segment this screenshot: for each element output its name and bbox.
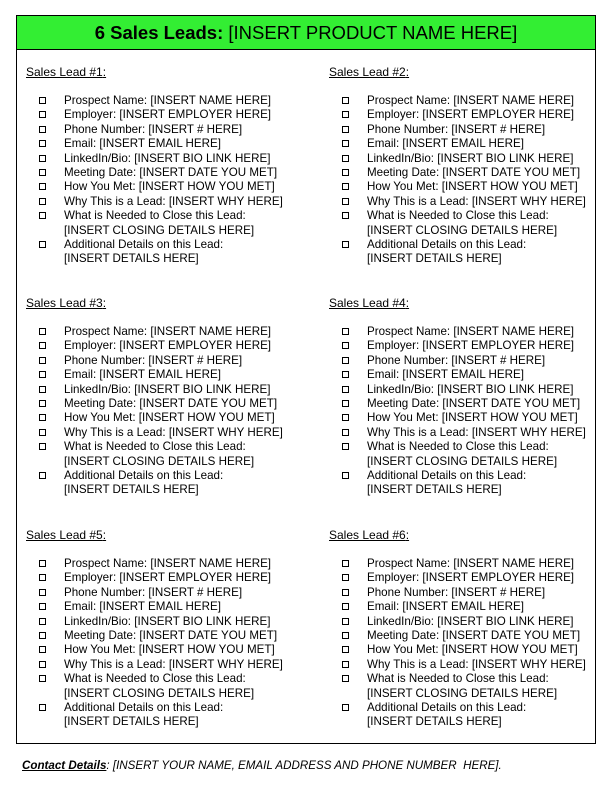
checklist-item-text: Prospect Name: [INSERT NAME HERE] xyxy=(64,557,272,570)
sales-lead-title-text: Sales Lead #3 xyxy=(26,296,103,310)
checklist-item-text: How You Met: [INSERT HOW YOU MET] xyxy=(64,411,275,425)
checklist-item-text: LinkedIn/Bio: [INSERT BIO LINK HERE] xyxy=(64,614,271,628)
checkbox-icon[interactable] xyxy=(342,704,349,711)
checklist-item-text: Phone Number: [INSERT # HERE] xyxy=(64,353,243,367)
sales-lead-title-text: Sales Lead #2 xyxy=(329,65,406,79)
checklist-item xyxy=(26,339,311,353)
checklist-item-text: What is Needed to Close this Lead: xyxy=(64,440,246,454)
sales-lead-title-text: Sales Lead #1 xyxy=(26,65,103,79)
checkbox-icon[interactable] xyxy=(342,97,349,104)
checklist-item-text: What is Needed to Close this Lead: xyxy=(64,672,246,686)
checkbox-icon[interactable] xyxy=(39,661,46,668)
checklist-item-text: Why This is a Lead: [INSERT WHY HERE] xyxy=(367,425,586,439)
checkbox-icon[interactable] xyxy=(39,328,46,335)
checklist-item-text: Prospect Name: [INSERT NAME HERE] xyxy=(367,94,575,107)
checklist-item-continuation xyxy=(26,224,311,238)
document-frame xyxy=(16,15,596,744)
checkbox-icon[interactable] xyxy=(39,675,46,682)
checklist-item-continuation xyxy=(26,252,311,266)
checklist-item xyxy=(26,426,311,440)
checkbox-icon[interactable] xyxy=(39,371,46,378)
checklist-item-text: Email: [INSERT EMAIL HERE] xyxy=(64,600,221,614)
checklist-item-text: Phone Number: [INSERT # HERE] xyxy=(367,353,546,367)
checklist-item xyxy=(26,643,311,657)
checklist-item xyxy=(26,368,311,382)
checkbox-icon[interactable] xyxy=(39,472,46,479)
page-header xyxy=(17,16,595,50)
checkbox-icon[interactable] xyxy=(39,183,46,190)
checklist-item-text: How You Met: [INSERT HOW YOU MET] xyxy=(64,180,275,194)
checklist-item xyxy=(329,440,612,454)
checklist-item-text: Additional Details on this Lead: xyxy=(367,700,527,714)
checkbox-icon[interactable] xyxy=(39,357,46,364)
checklist-item-text: Why This is a Lead: [INSERT WHY HERE] xyxy=(367,657,586,671)
checklist-item-text: Meeting Date: [INSERT DATE YOU MET] xyxy=(367,396,581,410)
lead-checklist xyxy=(329,325,612,498)
checklist-item-continuation xyxy=(329,224,612,238)
checkbox-icon[interactable] xyxy=(342,198,349,205)
checkbox-icon[interactable] xyxy=(39,111,46,118)
checkbox-icon[interactable] xyxy=(342,472,349,479)
checklist-item xyxy=(26,629,311,643)
sales-lead-title xyxy=(329,528,409,542)
checklist-item xyxy=(26,195,311,209)
checklist-item-text: Employer: [INSERT EMPLOYER HERE] xyxy=(64,339,272,353)
checklist-item-text: Meeting Date: [INSERT DATE YOU MET] xyxy=(367,165,581,179)
checklist-item-text: What is Needed to Close this Lead: xyxy=(64,209,246,223)
checklist-item-continuation xyxy=(329,252,612,266)
checklist-item-text: Email: [INSERT EMAIL HERE] xyxy=(64,368,221,382)
checkbox-icon[interactable] xyxy=(39,603,46,610)
checklist-item-detail-text: [INSERT CLOSING DETAILS HERE] xyxy=(367,686,558,700)
checklist-item-text: Phone Number: [INSERT # HERE] xyxy=(64,585,243,599)
checkbox-icon[interactable] xyxy=(342,661,349,668)
checklist-item xyxy=(329,615,612,629)
checklist-item xyxy=(329,701,612,715)
checkbox-icon[interactable] xyxy=(39,443,46,450)
checklist-item xyxy=(329,643,612,657)
sales-lead-title-colon: : xyxy=(102,528,107,542)
checklist-item-text: Meeting Date: [INSERT DATE YOU MET] xyxy=(64,396,278,410)
checkbox-icon[interactable] xyxy=(342,675,349,682)
checklist-item-detail-text: [INSERT CLOSING DETAILS HERE] xyxy=(64,454,255,468)
checkbox-icon[interactable] xyxy=(342,342,349,349)
checkbox-icon[interactable] xyxy=(342,126,349,133)
checkbox-icon[interactable] xyxy=(39,429,46,436)
checklist-item xyxy=(26,615,311,629)
checklist-item-text: LinkedIn/Bio: [INSERT BIO LINK HERE] xyxy=(64,382,271,396)
checkbox-icon[interactable] xyxy=(342,183,349,190)
checklist-item-detail-text: [INSERT DETAILS HERE] xyxy=(64,252,199,266)
checklist-item xyxy=(26,411,311,425)
checklist-item xyxy=(26,672,311,686)
checkbox-icon[interactable] xyxy=(39,342,46,349)
checkbox-icon[interactable] xyxy=(39,155,46,162)
checklist-item xyxy=(26,152,311,166)
checklist-item xyxy=(26,209,311,223)
checklist-item-text: What is Needed to Close this Lead: xyxy=(367,440,549,454)
checklist-item xyxy=(329,368,612,382)
checklist-item xyxy=(329,325,612,339)
checklist-item-continuation xyxy=(26,483,311,497)
sales-lead-title xyxy=(329,65,409,79)
checklist-item-detail-text: [INSERT CLOSING DETAILS HERE] xyxy=(64,686,255,700)
checklist-item-detail-text: [INSERT DETAILS HERE] xyxy=(367,252,502,266)
checklist-item-text: Prospect Name: [INSERT NAME HERE] xyxy=(64,94,272,107)
checklist-item xyxy=(329,354,612,368)
checklist-item xyxy=(26,180,311,194)
contact-label: Contact Details xyxy=(22,759,107,772)
checkbox-icon[interactable] xyxy=(342,212,349,219)
lead-checklist xyxy=(26,557,311,730)
checklist-item xyxy=(26,469,311,483)
checklist-item-text: Additional Details on this Lead: xyxy=(64,468,224,482)
checklist-item xyxy=(329,238,612,252)
checklist-item xyxy=(26,123,311,137)
checkbox-icon[interactable] xyxy=(39,169,46,176)
checklist-item xyxy=(329,672,612,686)
sales-lead-title-text: Sales Lead #6 xyxy=(329,528,406,542)
checklist-item xyxy=(329,94,612,108)
checklist-item-continuation xyxy=(26,455,311,469)
checklist-item-text: Employer: [INSERT EMPLOYER HERE] xyxy=(367,108,575,122)
checklist-item xyxy=(329,571,612,585)
checklist-item-detail-text: [INSERT DETAILS HERE] xyxy=(367,715,502,729)
header-title-bold: 6 Sales Leads: xyxy=(94,21,224,43)
checklist-item xyxy=(26,586,311,600)
checklist-item xyxy=(26,325,311,339)
checkbox-icon[interactable] xyxy=(39,400,46,407)
checkbox-icon[interactable] xyxy=(342,357,349,364)
checklist-item xyxy=(329,658,612,672)
checklist-item-text: Why This is a Lead: [INSERT WHY HERE] xyxy=(64,425,283,439)
checklist-item xyxy=(329,123,612,137)
checkbox-icon[interactable] xyxy=(342,328,349,335)
checklist-item xyxy=(329,383,612,397)
sales-lead-title-colon: : xyxy=(405,528,410,542)
checklist-item-text: What is Needed to Close this Lead: xyxy=(367,672,549,686)
lead-checklist xyxy=(26,94,311,267)
checklist-item-text: Employer: [INSERT EMPLOYER HERE] xyxy=(367,339,575,353)
checklist-item xyxy=(26,108,311,122)
checkbox-icon[interactable] xyxy=(342,169,349,176)
checklist-item-text: Additional Details on this Lead: xyxy=(367,468,527,482)
checklist-item xyxy=(329,629,612,643)
checklist-item xyxy=(26,397,311,411)
checkbox-icon[interactable] xyxy=(342,560,349,567)
sales-lead-title xyxy=(26,296,106,310)
lead-checklist xyxy=(26,325,311,498)
checklist-item xyxy=(329,397,612,411)
checklist-item-text: Email: [INSERT EMAIL HERE] xyxy=(367,137,524,151)
checklist-item-text: Phone Number: [INSERT # HERE] xyxy=(64,122,243,136)
checkbox-icon[interactable] xyxy=(39,574,46,581)
checkbox-icon[interactable] xyxy=(39,386,46,393)
checklist-item xyxy=(26,600,311,614)
checkbox-icon[interactable] xyxy=(39,241,46,248)
checklist-item-text: Additional Details on this Lead: xyxy=(64,700,224,714)
checkbox-icon[interactable] xyxy=(342,241,349,248)
checkbox-icon[interactable] xyxy=(342,589,349,596)
checkbox-icon[interactable] xyxy=(39,140,46,147)
checklist-item-continuation xyxy=(329,455,612,469)
checkbox-icon[interactable] xyxy=(342,386,349,393)
sales-lead-title xyxy=(26,65,106,79)
checklist-item-text: Why This is a Lead: [INSERT WHY HERE] xyxy=(367,194,586,208)
checklist-item-text: Meeting Date: [INSERT DATE YOU MET] xyxy=(367,628,581,642)
checklist-item-text: Email: [INSERT EMAIL HERE] xyxy=(367,600,524,614)
checklist-item xyxy=(329,137,612,151)
checkbox-icon[interactable] xyxy=(39,646,46,653)
checkbox-icon[interactable] xyxy=(39,618,46,625)
checklist-item-detail-text: [INSERT DETAILS HERE] xyxy=(64,483,199,497)
checklist-item-text: Why This is a Lead: [INSERT WHY HERE] xyxy=(64,657,283,671)
contact-text: : [INSERT YOUR NAME, EMAIL ADDRESS AND PHONE NUMBER HERE]. xyxy=(106,759,502,772)
checklist-item-text: Additional Details on this Lead: xyxy=(367,237,527,251)
checkbox-icon[interactable] xyxy=(39,589,46,596)
checklist-item-text: What is Needed to Close this Lead: xyxy=(367,209,549,223)
header-title-rest: [INSERT PRODUCT NAME HERE] xyxy=(223,21,518,43)
checklist-item xyxy=(329,586,612,600)
checklist-item xyxy=(329,469,612,483)
checklist-item-detail-text: [INSERT CLOSING DETAILS HERE] xyxy=(367,223,558,237)
checklist-item xyxy=(26,571,311,585)
checklist-item-text: Phone Number: [INSERT # HERE] xyxy=(367,585,546,599)
checklist-item-text: Why This is a Lead: [INSERT WHY HERE] xyxy=(64,194,283,208)
checklist-item-continuation xyxy=(26,715,311,729)
checklist-item xyxy=(26,354,311,368)
checklist-item-detail-text: [INSERT DETAILS HERE] xyxy=(64,715,199,729)
sales-lead-title xyxy=(26,528,106,542)
checkbox-icon[interactable] xyxy=(342,574,349,581)
checklist-item xyxy=(26,166,311,180)
checklist-item-text: LinkedIn/Bio: [INSERT BIO LINK HERE] xyxy=(64,151,271,165)
checkbox-icon[interactable] xyxy=(39,414,46,421)
checklist-item-text: How You Met: [INSERT HOW YOU MET] xyxy=(367,180,578,194)
checklist-item-text: Phone Number: [INSERT # HERE] xyxy=(367,122,546,136)
checklist-item-text: Additional Details on this Lead: xyxy=(64,237,224,251)
sales-lead-title-text: Sales Lead #5 xyxy=(26,528,103,542)
checklist-item-text: LinkedIn/Bio: [INSERT BIO LINK HERE] xyxy=(367,614,574,628)
checklist-item-detail-text: [INSERT CLOSING DETAILS HERE] xyxy=(367,454,558,468)
sales-lead-title-colon: : xyxy=(405,65,410,79)
checkbox-icon[interactable] xyxy=(39,97,46,104)
checklist-item-text: Email: [INSERT EMAIL HERE] xyxy=(367,368,524,382)
checkbox-icon[interactable] xyxy=(39,198,46,205)
checkbox-icon[interactable] xyxy=(342,400,349,407)
checklist-item-text: Employer: [INSERT EMPLOYER HERE] xyxy=(367,571,575,585)
checklist-item-text: LinkedIn/Bio: [INSERT BIO LINK HERE] xyxy=(367,382,574,396)
checkbox-icon[interactable] xyxy=(342,414,349,421)
checklist-item xyxy=(26,440,311,454)
checklist-item-text: Prospect Name: [INSERT NAME HERE] xyxy=(64,325,272,338)
checklist-item-text: LinkedIn/Bio: [INSERT BIO LINK HERE] xyxy=(367,151,574,165)
checklist-item xyxy=(329,557,612,571)
checklist-item xyxy=(329,339,612,353)
checklist-item-text: How You Met: [INSERT HOW YOU MET] xyxy=(367,411,578,425)
checklist-item xyxy=(26,658,311,672)
checklist-item-continuation xyxy=(329,483,612,497)
lead-checklist xyxy=(329,557,612,730)
checkbox-icon[interactable] xyxy=(39,126,46,133)
checklist-item-continuation xyxy=(329,687,612,701)
checklist-item-text: Email: [INSERT EMAIL HERE] xyxy=(64,137,221,151)
contact-details xyxy=(22,759,502,772)
checklist-item xyxy=(329,180,612,194)
lead-checklist xyxy=(329,94,612,267)
checkbox-icon[interactable] xyxy=(39,632,46,639)
sales-lead-title-text: Sales Lead #4 xyxy=(329,296,406,310)
sales-lead-title xyxy=(329,296,409,310)
checklist-item xyxy=(329,209,612,223)
sales-lead-title-colon: : xyxy=(405,296,410,310)
checklist-item-text: Employer: [INSERT EMPLOYER HERE] xyxy=(64,571,272,585)
checkbox-icon[interactable] xyxy=(39,212,46,219)
checklist-item-text: How You Met: [INSERT HOW YOU MET] xyxy=(367,643,578,657)
checkbox-icon[interactable] xyxy=(342,603,349,610)
checklist-item xyxy=(26,238,311,252)
sales-lead-title-colon: : xyxy=(102,65,107,79)
checklist-item-text: Employer: [INSERT EMPLOYER HERE] xyxy=(64,108,272,122)
checklist-item xyxy=(329,166,612,180)
checklist-item-detail-text: [INSERT DETAILS HERE] xyxy=(367,483,502,497)
checkbox-icon[interactable] xyxy=(342,632,349,639)
checklist-item xyxy=(26,557,311,571)
checklist-item xyxy=(329,108,612,122)
checklist-item xyxy=(26,94,311,108)
checklist-item-detail-text: [INSERT CLOSING DETAILS HERE] xyxy=(64,223,255,237)
checkbox-icon[interactable] xyxy=(342,646,349,653)
checklist-item-text: Prospect Name: [INSERT NAME HERE] xyxy=(367,325,575,338)
checklist-item-text: How You Met: [INSERT HOW YOU MET] xyxy=(64,643,275,657)
checkbox-icon[interactable] xyxy=(342,155,349,162)
checklist-item xyxy=(329,600,612,614)
checklist-item xyxy=(26,701,311,715)
checklist-item xyxy=(26,137,311,151)
checkbox-icon[interactable] xyxy=(342,618,349,625)
sales-lead-title-colon: : xyxy=(102,296,107,310)
checklist-item-continuation xyxy=(329,715,612,729)
checklist-item-continuation xyxy=(26,687,311,701)
checkbox-icon[interactable] xyxy=(39,704,46,711)
checkbox-icon[interactable] xyxy=(342,429,349,436)
checklist-item xyxy=(26,383,311,397)
checklist-item-text: Meeting Date: [INSERT DATE YOU MET] xyxy=(64,628,278,642)
checklist-item xyxy=(329,426,612,440)
checkbox-icon[interactable] xyxy=(39,560,46,567)
checklist-item-text: Meeting Date: [INSERT DATE YOU MET] xyxy=(64,165,278,179)
checklist-item xyxy=(329,195,612,209)
checkbox-icon[interactable] xyxy=(342,443,349,450)
checkbox-icon[interactable] xyxy=(342,140,349,147)
checkbox-icon[interactable] xyxy=(342,111,349,118)
checkbox-icon[interactable] xyxy=(342,371,349,378)
checklist-item xyxy=(329,152,612,166)
checklist-item-text: Prospect Name: [INSERT NAME HERE] xyxy=(367,557,575,570)
checklist-item xyxy=(329,411,612,425)
